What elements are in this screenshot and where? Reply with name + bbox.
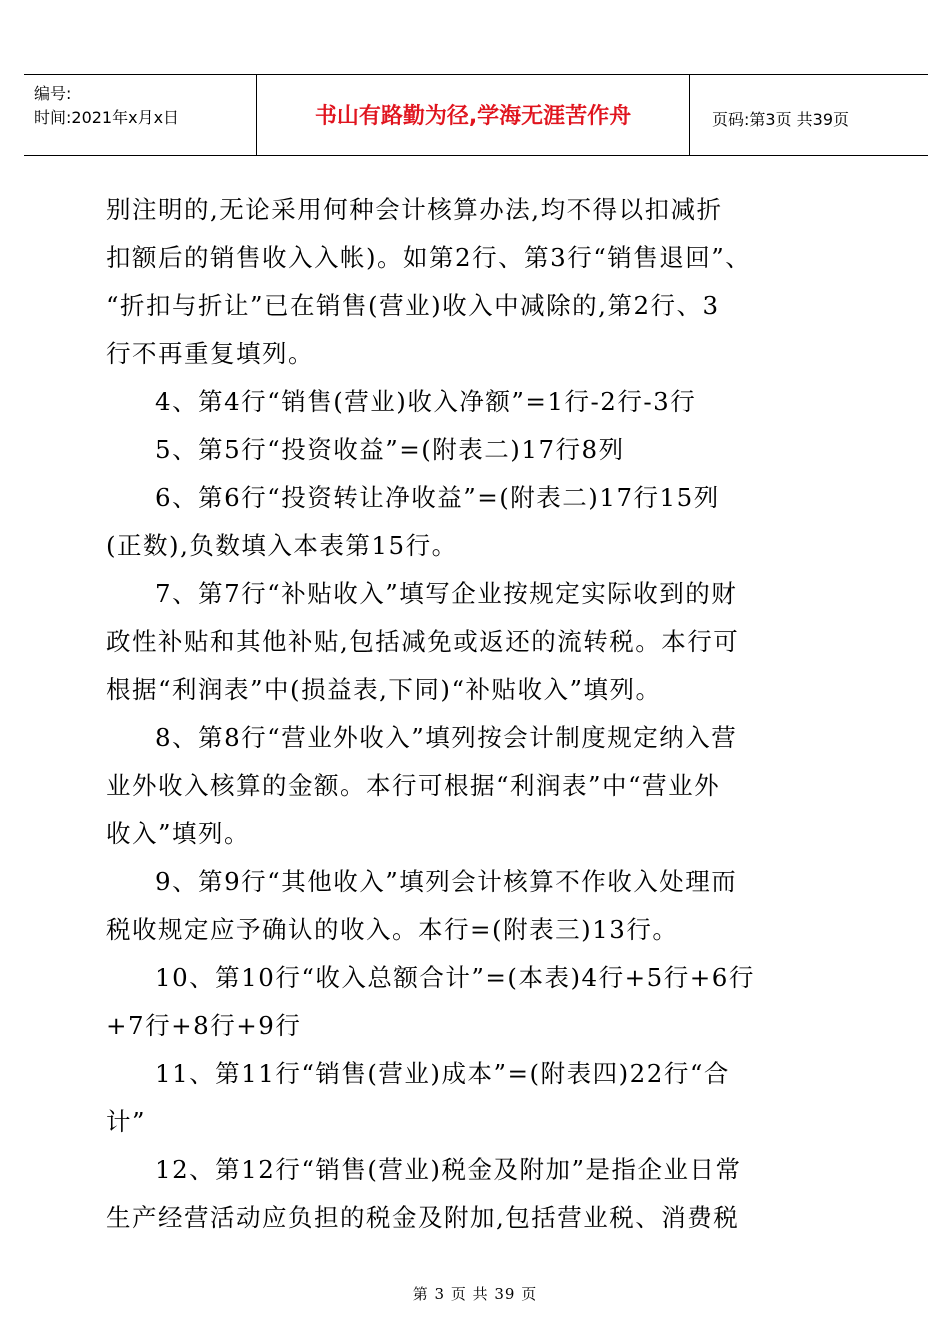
page-footer: 第 3 页 共 39 页 <box>412 1285 538 1303</box>
body-line: 9、第9行“其他收入”填列会计核算不作收入处理而 <box>155 867 738 896</box>
body-line: +7行+8行+9行 <box>106 1011 302 1040</box>
body-line: 扣额后的销售收入入帐)。如第2行、第3行“销售退回”、 <box>106 243 752 272</box>
document-body <box>106 186 850 1242</box>
body-line: 4、第4行“销售(营业)收入净额”=1行-2行-3行 <box>155 387 697 416</box>
body-line: 生产经营活动应负担的税金及附加,包括营业税、消费税 <box>106 1203 740 1232</box>
body-line: 政性补贴和其他补贴,包括减免或返还的流转税。本行可 <box>106 627 740 656</box>
body-line: 12、第12行“销售(营业)税金及附加”是指企业日常 <box>155 1155 742 1184</box>
body-line: 7、第7行“补贴收入”填写企业按规定实际收到的财 <box>155 579 738 608</box>
body-line: 行不再重复填列。 <box>106 339 314 368</box>
header-left-cell <box>24 75 256 155</box>
document-code-label: 编号: <box>34 84 72 103</box>
body-line: 收入”填列。 <box>106 819 251 848</box>
body-line: “折扣与折让”已在销售(营业)收入中减除的,第2行、3 <box>106 291 720 320</box>
body-line: 11、第11行“销售(营业)成本”=(附表四)22行“合 <box>155 1059 730 1088</box>
body-line: 根据“利润表”中(损益表,下同)“补贴收入”填列。 <box>106 675 662 704</box>
header-motto: 书山有路勤为径,学海无涯苦作舟 <box>314 104 632 129</box>
body-line: 5、第5行“投资收益”=(附表二)17行8列 <box>155 435 625 464</box>
body-line: 10、第10行“收入总额合计”=(本表)4行+5行+6行 <box>155 963 755 992</box>
document-header <box>24 74 928 156</box>
header-motto-cell <box>256 75 690 155</box>
header-page-cell <box>690 75 928 155</box>
header-page-info: 页码:第3页 共39页 <box>712 110 850 129</box>
body-line: 别注明的,无论采用何种会计核算办法,均不得以扣减折 <box>106 195 723 224</box>
body-line: 8、第8行“营业外收入”填列按会计制度规定纳入营 <box>155 723 738 752</box>
body-line: 计” <box>106 1107 147 1136</box>
body-line: 业外收入核算的金额。本行可根据“利润表”中“营业外 <box>106 771 721 800</box>
body-line: 税收规定应予确认的收入。本行=(附表三)13行。 <box>106 915 679 944</box>
document-time-label: 时间:2021年x月x日 <box>34 108 180 127</box>
body-line: (正数),负数填入本表第15行。 <box>106 531 458 560</box>
body-line: 6、第6行“投资转让净收益”=(附表二)17行15列 <box>155 483 720 512</box>
